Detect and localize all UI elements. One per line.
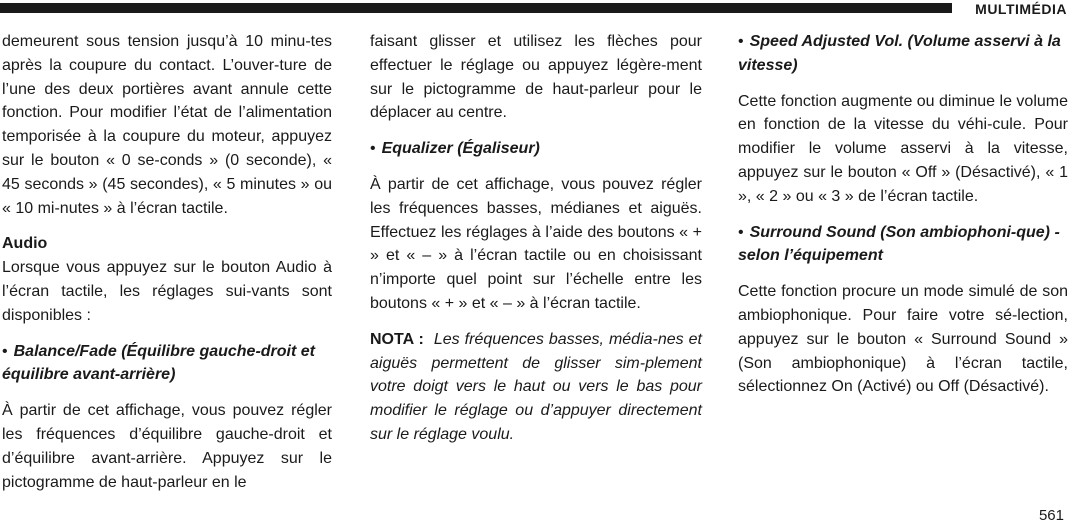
column-middle [370,30,702,447]
paragraph: Cette fonction augmente ou diminue le volume en fonction de la vitesse du véhi-cule. Pour modifier le volume asservi à la vitesse, appuyez sur le bouton « Off » (Désactivé), « 1 », « 2 » ou « 3 » de l’écran tactile. [738,92,1068,205]
bullet-title: Equalizer (Égaliseur) [381,140,540,158]
bullet-title: Speed Adjusted Vol. (Volume asservi à la vitesse) [738,33,1061,74]
bullet-icon: • [370,140,376,158]
section-heading-audio: Audio [2,235,48,253]
bullet-heading-balance [2,340,332,388]
paragraph: À partir de cet affichage, vous pouvez régler les fréquences basses, médianes et aiguës. Effectuez les réglages à l’aide des boutons « + » et « – » à l’écran tactile ou en choisissant n’importe quel point sur l’échelle entre les boutons « + » et « – » à l’écran tactile. [370,175,702,312]
paragraph: À partir de cet affichage, vous pouvez régler les fréquences d’équilibre gauche-droit et d’équilibre avant-arrière. Appuyez sur le pictogramme de haut-parleur en le [2,402,332,491]
section-title: MULTIMÉDIA [975,1,1067,17]
bullet-icon: • [738,33,744,50]
page-number: 561 [1038,507,1064,524]
note [370,328,702,447]
bullet-heading-surround [738,221,1068,269]
note-label: NOTA : [370,330,424,348]
bullet-icon: • [2,342,8,360]
bullet-title: Surround Sound (Son ambiophoni-que) - selon l’équipement [738,223,1060,265]
bullet-title: Balance/Fade (Équilibre gauche-droit et équilibre avant-arrière) [2,342,315,384]
bullet-heading-speed-volume [738,30,1068,78]
column-left [2,30,332,494]
bullet-icon: • [738,223,744,241]
note-text: Les fréquences basses, média-nes et aiguës permettent de glisser sim-plement votre doigt vers le haut ou vers le bas pour modifier le réglage ou d’appuyer directement sur le réglage voulu. [370,330,702,443]
paragraph: Cette fonction procure un mode simulé de son ambiophonique. Pour faire votre sé-lection, appuyez sur le bouton « Surround Sound » (Son ambiophonique) à l’écran tactile, sélectionnez On (Activé) ou Off (Désactivé). [738,283,1068,396]
header-rule [0,3,952,13]
paragraph: Lorsque vous appuyez sur le bouton Audio à l’écran tactile, les réglages sui-vants sont disponibles : [2,259,332,324]
bullet-heading-equalizer [370,137,702,161]
column-right [738,30,1068,399]
paragraph: demeurent sous tension jusqu’à 10 minu-tes après la coupure du contact. L’ouver-ture de l’une des deux portières avant annule cette fonction. Pour modifier l’état de l’alimentation temporisée à la coupure du moteur, appuyez sur le bouton « 0 se-conds » (0 seconde), « 45 seconds » (45 secondes), « 5 minutes » ou « 10 mi-nutes » à l’écran tactile. [2,33,332,217]
paragraph: faisant glisser et utilisez les flèches pour effectuer le réglage ou appuyez légère-ment sur le pictogramme de haut-parleur pour le déplacer au centre. [370,33,702,122]
